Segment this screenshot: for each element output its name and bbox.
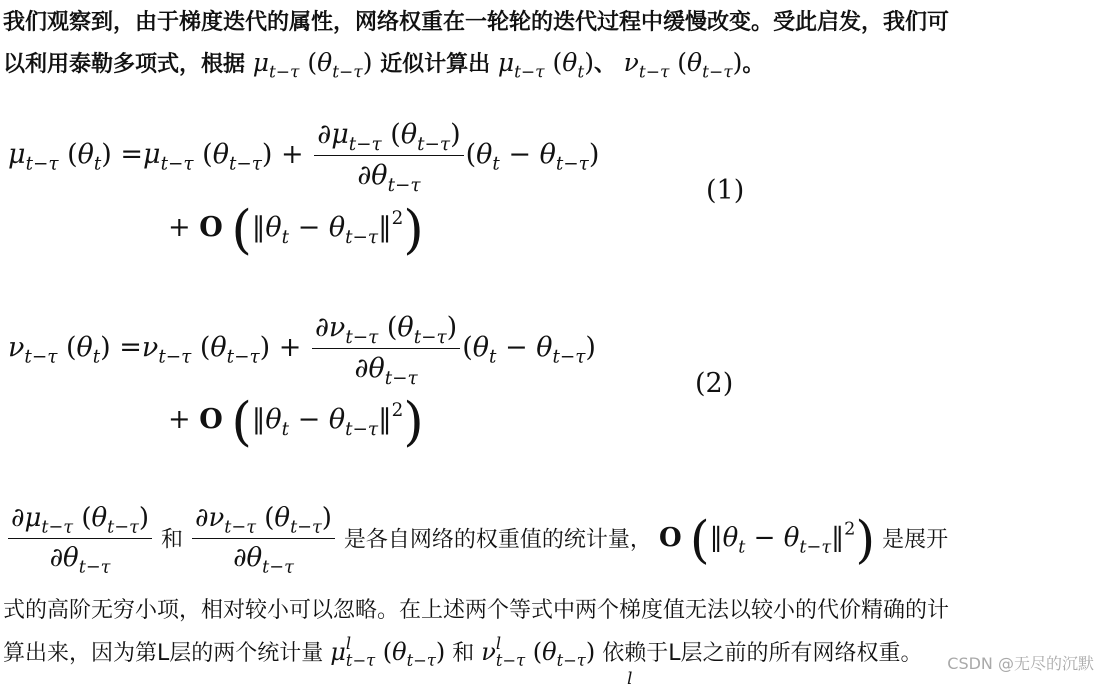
math-nu-theta-prev: $\nu_{t-\tau}$ $(\theta_{t-\tau})$ [623,48,743,83]
equation-number-2: (2) [695,368,734,399]
math-higher-order-term: O ($‖\theta_t$ − $\theta_{t-\tau}‖^2$) [658,510,876,570]
cutoff-glyph: l [627,669,633,689]
text-segment: 是展开 [882,527,949,553]
watermark: CSDN @无尽的沉默 [947,654,1094,673]
equation-1-line-1: $\mu_{t-\tau}$ $(\theta_t) =\mu_{t-\tau}$ $(\theta_{t-\tau})$ + $\frac{\partial\mu_{t-\tau} (\theta_{t-\tau})}{\partial\theta_{t-\tau}}$ $(\theta_t - \theta_{t-\tau})$ [8,119,600,196]
math-mu-theta-t: $\mu_{t-\tau}$ $(\theta_t)$ [497,48,594,83]
text-segment: 和 [452,641,475,666]
fraction-d-mu: $\frac{\partial\mu_{t-\tau} (\theta_{t-\tau})}{\partial\theta_{t-\tau}}$ [314,118,463,193]
inline-fraction-d-mu: $\frac{\partial\mu_{t-\tau} (\theta_{t-\tau})}{\partial\theta_{t-\tau}}$ [8,502,152,574]
paragraph-2-line-1 [6,502,949,578]
text-segment: 、 [593,52,616,77]
fraction-d-nu: $\frac{\partial\nu_{t-\tau} (\theta_{t-\tau})}{\partial\theta_{t-\tau}}$ [312,311,460,386]
text-segment: 依赖于L层之前的所有网络权重。 [602,641,923,666]
text-segment: 算出来，因为第L层的两个统计量 [3,641,324,666]
equation-1-line-2: + O ($‖\theta_t$ − $\theta_{t-\tau}‖^2$) [168,199,424,261]
math-mu-l: μ l t−τ $(\theta_{t-\tau})$ [330,634,446,671]
text-segment: 。 [742,52,765,77]
paragraph-line-2 [3,47,765,83]
paragraph-2-line-2: 式的高阶无穷小项，相对较小可以忽略。在上述两个等式中两个梯度值无法以较小的代价精确的计 [3,598,950,623]
paragraph-line-1: 我们观察到，由于梯度迭代的属性，网络权重在一轮轮的迭代过程中缓慢改变。受此启发，我们可 [3,10,950,35]
equation-2-line-2: + O ($‖\theta_t$ − $\theta_{t-\tau}‖^2$) [168,391,424,453]
equation-number-1: (1) [706,175,745,206]
text-segment: 以利用泰勒多项式，根据 [3,52,246,77]
inline-fraction-d-nu: $\frac{\partial\nu_{t-\tau} (\theta_{t-\tau})}{\partial\theta_{t-\tau}}$ [192,502,335,574]
text-segment: 和 [161,527,184,553]
text-segment: 是各自网络的权重值的统计量， [343,527,652,553]
text-segment: 近似计算出 [380,52,491,77]
paragraph-2-line-3 [3,636,922,669]
math-nu-l: ν l t−τ $(\theta_{t-\tau})$ [481,634,596,671]
equation-2-line-1: $\nu_{t-\tau}$ $(\theta_t) =\nu_{t-\tau}$ $(\theta_{t-\tau})$ + $\frac{\partial\nu_{t-\tau} (\theta_{t-\tau})}{\partial\theta_{t-\tau}}$ $(\theta_t - \theta_{t-\tau})$ [8,312,596,389]
math-mu-theta-prev: $\mu_{t-\tau}$ $(\theta_{t-\tau})$ [252,48,373,83]
